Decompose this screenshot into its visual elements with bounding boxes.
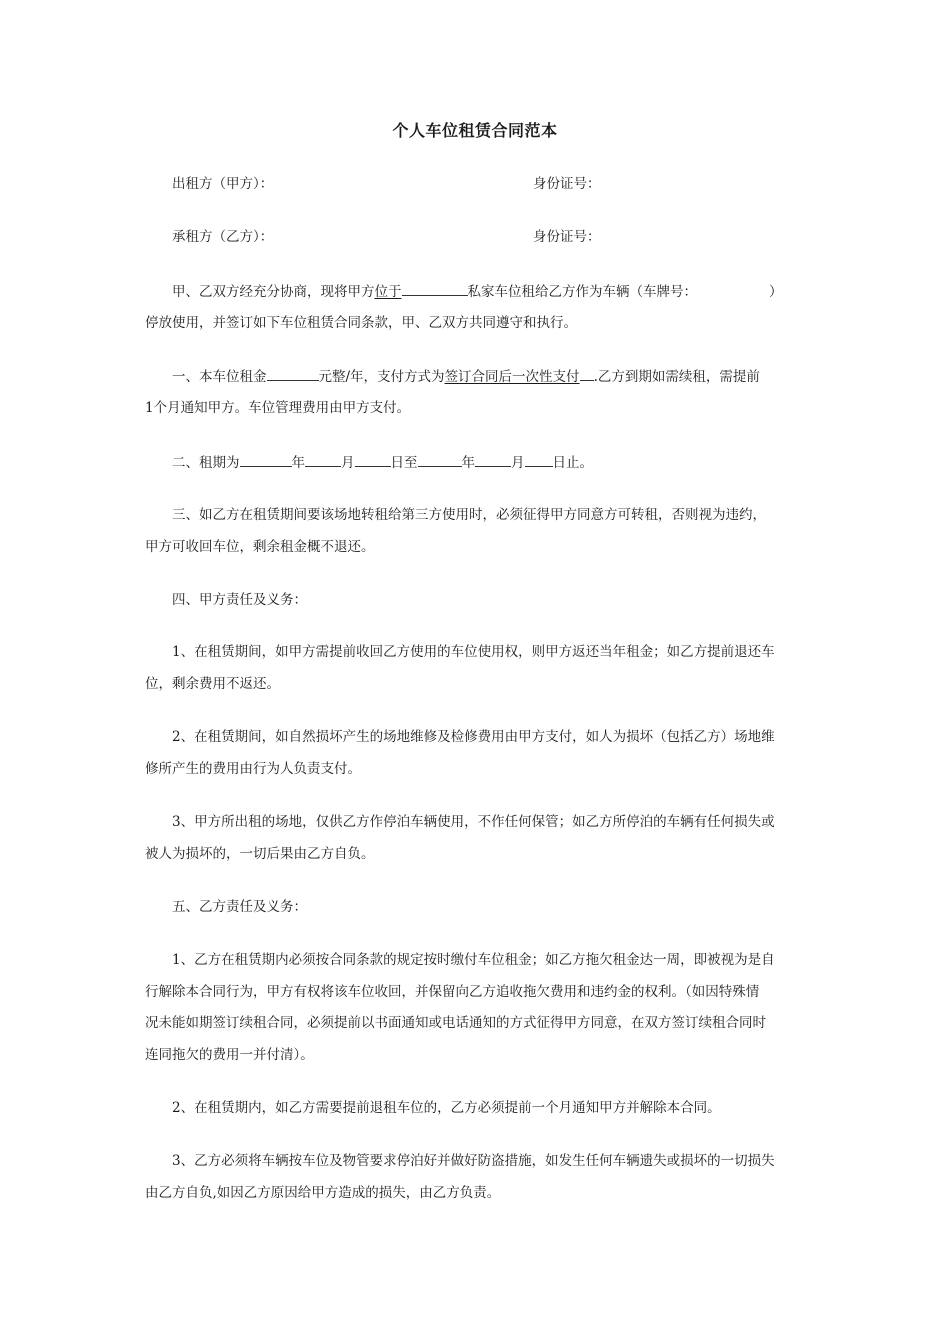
intro-location-label: 位于: [374, 284, 402, 300]
clause2-text-c: 月: [341, 455, 355, 471]
clause4-item2-line-1: 2、在租赁期间，如自然损坏产生的场地维修及检修费用由甲方支付，如人为损坏（包括乙方）场地维: [172, 729, 775, 745]
payment-method: 签订合同后一次性支付: [444, 369, 580, 385]
clause5-item1-line-3: 况未能如期签订续租合同，必须提前以书面通知或电话通知的方式征得甲方同意，在双方签订续租合同时: [145, 1015, 766, 1031]
clause5-heading: 五、乙方责任及义务：: [172, 899, 307, 915]
end-year-blank: [418, 452, 462, 467]
clause2-text-a: 二、租期为: [172, 455, 240, 471]
location-blank: [402, 281, 468, 296]
clause4-item1-line-2: 位，剩余费用不返还。: [145, 676, 280, 692]
clause2-text-d: 日至: [390, 455, 418, 471]
lessee-id-label: 身份证号：: [533, 229, 601, 245]
clause3-line-2: 甲方可收回车位，剩余租金概不退还。: [145, 539, 375, 555]
clause2-text-f: 月: [511, 455, 525, 471]
clause3-line-1: 三、如乙方在租赁期间要该场地转租给第三方使用时，必须征得甲方同意方可转租，否则视为违约，: [172, 507, 766, 523]
lessor-label: 出租方（甲方）：: [172, 176, 274, 192]
payment-blank-tail: [580, 366, 594, 381]
clause4-item2-line-2: 修所产生的费用由行为人负责支付。: [145, 761, 361, 777]
clause5-item3-line-1: 3、乙方必须将车辆按车位及物管要求停泊好并做好防盗措施，如发生任何车辆遗失或损坏的一切损失: [172, 1153, 775, 1169]
clause1-text-d: .乙方到期如需续租，需提前: [593, 369, 760, 385]
intro-line-2: 停放使用，并签订如下车位租赁合同条款，甲、乙双方共同遵守和执行。: [145, 315, 577, 331]
clause2-text-e: 年: [461, 455, 475, 471]
end-month-blank: [475, 452, 511, 467]
intro-text-a: 甲、乙双方经充分协商，现将甲方: [172, 284, 375, 300]
clause2-text-b: 年: [291, 455, 305, 471]
clause2-line: [172, 452, 593, 473]
end-day-blank: [525, 452, 553, 467]
clause5-item1-line-2: 行解除本合同行为，甲方有权将该车位收回，并保留向乙方追收拖欠费用和违约金的权利。（如因特殊情: [145, 984, 760, 1000]
clause1-line-2: 1个月通知甲方。车位管理费用由甲方支付。: [145, 400, 411, 416]
clause1-text-b: 元整/年，支付方式为: [318, 369, 445, 385]
lessor-id-label: 身份证号：: [533, 176, 601, 192]
lessee-label: 承租方（乙方）：: [172, 229, 274, 245]
intro-text-d: ）: [769, 284, 783, 300]
clause4-item1-line-1: 1、在租赁期间，如甲方需提前收回乙方使用的车位使用权，则甲方返还当年租金；如乙方提前退还车: [172, 644, 775, 660]
clause5-item3-line-2: 由乙方自负,如因乙方原因给甲方造成的损失，由乙方负责。: [145, 1185, 501, 1201]
clause4-heading: 四、甲方责任及义务：: [172, 592, 307, 608]
intro-text-c: 私家车位租给乙方作为车辆（车牌号：: [467, 284, 697, 300]
clause2-text-g: 日止。: [552, 455, 593, 471]
clause5-item1-line-4: 连同拖欠的费用一并付清）。: [145, 1047, 314, 1063]
start-month-blank: [305, 452, 341, 467]
document-title: 个人车位租赁合同范本: [392, 121, 558, 140]
clause4-item3-line-1: 3、甲方所出租的场地，仅供乙方作停泊车辆使用，不作任何保管；如乙方所停泊的车辆有任何损失或: [172, 814, 775, 830]
start-day-blank: [355, 452, 391, 467]
clause5-item2-line-1: 2、在租赁期内，如乙方需要提前退租车位的，乙方必须提前一个月通知甲方并解除本合同。: [172, 1100, 721, 1116]
clause5-item1-line-1: 1、乙方在租赁期内必须按合同条款的规定按时缴付车位租金；如乙方拖欠租金达一周，即被视为是自: [172, 952, 775, 968]
start-year-blank: [240, 452, 292, 467]
clause1-line-1: [172, 366, 760, 387]
rent-amount-blank: [267, 366, 319, 381]
intro-line-1: [172, 281, 783, 302]
clause4-item3-line-2: 被人为损坏的，一切后果由乙方自负。: [145, 846, 375, 862]
clause1-text-a: 一、本车位租金: [172, 369, 267, 385]
